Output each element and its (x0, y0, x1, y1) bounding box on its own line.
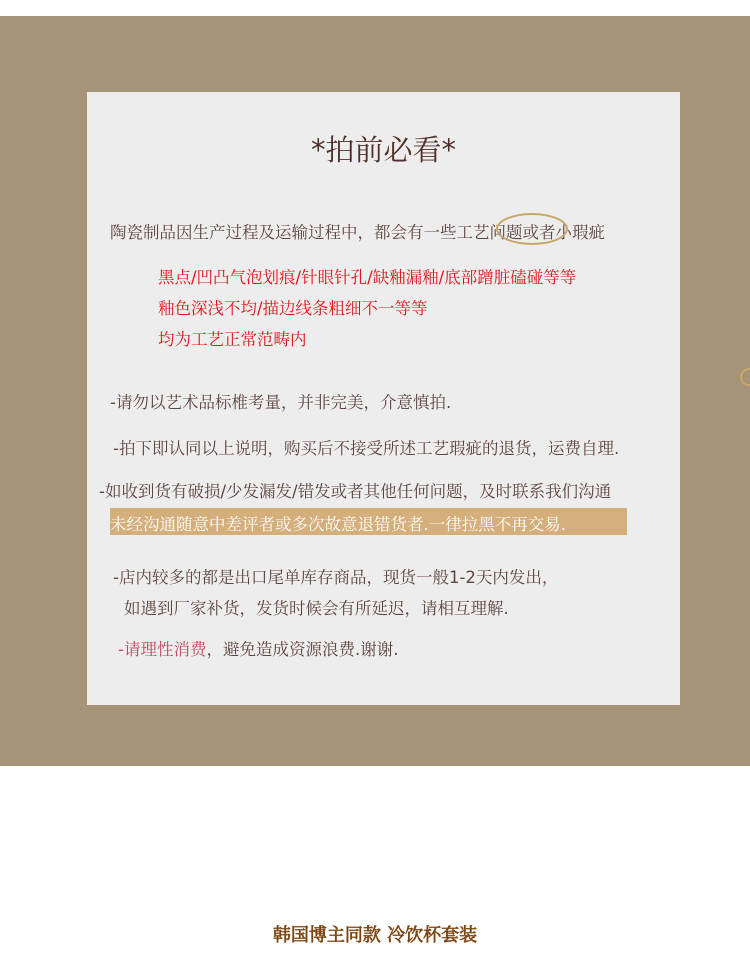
defect-line-2: 釉色深浅不均/描边线条粗细不一等等 (158, 299, 428, 318)
highlighted-warning: 未经沟通随意中差评者或多次故意退错货者.一律拉黑不再交易. (110, 515, 566, 534)
defect-line-3: 均为工艺正常范畴内 (158, 330, 307, 349)
product-title: 韩国博主同款 冷饮杯套装 (272, 925, 478, 946)
note-acceptance: -拍下即认同以上说明，购买后不接受所述工艺瑕疵的退货，运费自理. (113, 439, 620, 458)
intro-circled-text: 工艺问题 (456, 223, 523, 242)
circle-mark-icon (496, 213, 568, 245)
final-note-emphasis: -请理性消费 (118, 640, 207, 659)
defect-line-1: 黑点/凹凸气泡划痕/针眼针孔/缺釉漏釉/底部蹭脏磕碰等等 (158, 268, 577, 287)
shipping-note-2: 如遇到厂家补货，发货时候会有所延迟，请相互理解. (124, 599, 509, 618)
notice-title: *拍前必看* (310, 133, 456, 167)
final-note (118, 636, 398, 660)
intro-text-before: 陶瓷制品因生产过程及运输过程中，都会有一些 (110, 223, 457, 242)
intro-text-after: 或者小瑕疵 (522, 223, 605, 242)
final-note-rest: ，避免造成资源浪费.谢谢. (206, 640, 399, 659)
note-art-standard: -请勿以艺术品标椎考量，并非完美，介意慎拍. (110, 393, 452, 412)
shipping-note-1: -店内较多的都是出口尾单库存商品，现货一般1-2天内发出， (113, 568, 559, 587)
note-contact: -如收到货有破损/少发漏发/错发或者其他任何问题，及时联系我们沟通 (99, 482, 612, 501)
